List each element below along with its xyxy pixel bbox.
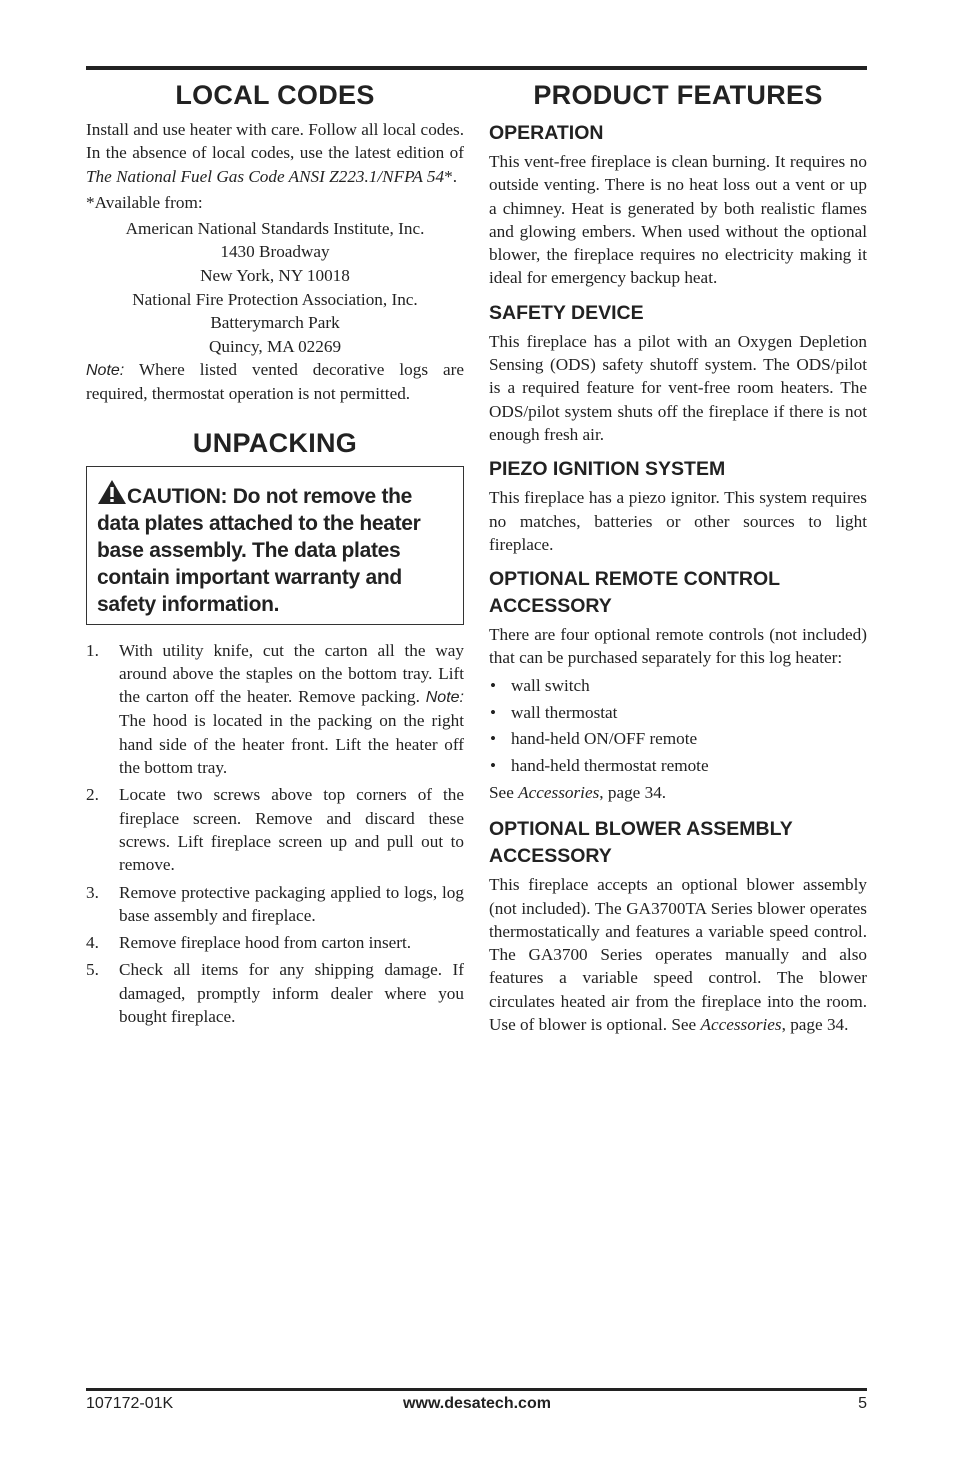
warning-triangle-icon <box>97 479 127 505</box>
available-from: *Available from: <box>86 192 203 212</box>
caution-message: CAUTION: Do not remove the data plates attached to the heater base assembly. The data plates contain important warranty and safety information. <box>97 484 421 616</box>
address-line: 1430 Broadway <box>220 242 330 262</box>
step-text: Check all items for any shipping damage. If damaged, promptly inform dealer where you bought fireplace. <box>119 960 464 1027</box>
list-item <box>86 958 464 1028</box>
product-features-title: PRODUCT FEATURES <box>533 80 823 110</box>
bottom-rule <box>86 1388 867 1391</box>
step-number: 5. <box>86 960 99 980</box>
local-codes-paragraph <box>86 118 464 188</box>
page-reference: , page 34. <box>599 782 667 802</box>
left-column <box>86 78 464 1032</box>
caution-box <box>86 466 464 625</box>
page-number: 5 <box>858 1395 867 1412</box>
list-item: • wall switch <box>490 675 590 695</box>
remote-options-list <box>489 674 867 778</box>
note-label: Note: <box>86 361 125 379</box>
piezo-text: This fireplace has a piezo ignitor. This system requires no matches, batteries or other sources to light fireplace. <box>489 488 867 554</box>
address-line: American National Standards Institute, Inc. <box>125 219 425 239</box>
blower-description: This fireplace accepts an optional blower assembly (not included). The GA3700TA Series blower operates thermostatically and features a variable speed control. The GA3700 Series operates manually and also features a variable speed control. The blower circulates heated air from the fireplace into the room. Use of blower is optional. See <box>489 875 867 1035</box>
piezo-heading: PIEZO IGNITION SYSTEM <box>489 458 726 481</box>
see-text: See <box>489 782 519 802</box>
remote-option: wall thermostat <box>511 702 618 722</box>
step-number: 3. <box>86 882 99 902</box>
local-codes-asterisk: *. <box>444 166 457 186</box>
note-text: Where listed vented decorative logs are required, thermostat operation is not permitted. <box>86 359 464 404</box>
accessories-reference: Accessories <box>518 782 600 802</box>
safety-device-text: This fireplace has a pilot with an Oxygen Depletion Sensing (ODS) safety shutoff system. The ODS/pilot is a required feature for vent-free room heaters. The ODS/pilot system shuts off the fireplace if there is not enough fresh air. <box>489 331 867 444</box>
step-text: Remove fireplace hood from carton insert. <box>119 933 412 953</box>
address-line: Batterymarch Park <box>210 313 340 333</box>
caution-text <box>97 479 455 618</box>
unpacking-steps <box>86 639 464 1029</box>
part-number: 107172-01K <box>86 1395 174 1412</box>
remote-control-heading: OPTIONAL REMOTE CONTROL ACCESSORY <box>489 568 780 618</box>
list-item: • hand-held ON/OFF remote <box>490 729 698 749</box>
note-label: Note: <box>425 689 464 707</box>
remote-option: wall switch <box>511 675 590 695</box>
ansi-address <box>86 217 464 287</box>
address-line: National Fire Protection Association, Inc. <box>132 290 418 310</box>
step-text: With utility knife, cut the carton all the way around above the staples on the bottom tray. Lift the carton off the heater. Remove packing. <box>119 640 464 707</box>
address-line: New York, NY 10018 <box>200 265 350 285</box>
list-item <box>86 881 464 928</box>
unpacking-title: UNPACKING <box>192 427 358 458</box>
step-text: Remove protective packaging applied to logs, log base assembly and fireplace. <box>119 882 464 925</box>
page-reference: , page 34. <box>781 1015 849 1035</box>
nfpa-address <box>86 288 464 358</box>
step-text: Locate two screws above top corners of the fireplace screen. Remove and discard these screws. Lift fireplace screen up and pull out to remove. <box>119 785 464 875</box>
blower-heading: OPTIONAL BLOWER ASSEMBLY ACCESSORY <box>489 818 793 868</box>
right-column <box>489 78 867 1039</box>
accessories-reference: Accessories <box>700 1015 782 1035</box>
list-item <box>86 639 464 780</box>
remote-option: hand-held thermostat remote <box>511 756 709 776</box>
list-item <box>86 783 464 876</box>
local-codes-text: Install and use heater with care. Follow all local codes. In the absence of local codes, use the latest edition of <box>86 120 464 163</box>
website-url: www.desatech.com <box>403 1395 551 1412</box>
step-number: 2. <box>86 785 99 805</box>
see-accessories <box>489 781 867 804</box>
list-item <box>86 931 464 954</box>
fuel-gas-code-title: The National Fuel Gas Code ANSI Z223.1/NFPA 54 <box>86 166 445 186</box>
operation-text: This vent-free fireplace is clean burning. It requires no outside venting. There is no heat loss out a vent or up a chimney. Heat is generated by both realistic flames and glowing embers. When used without the optional blower, the fireplace requires no electricity making it ideal for emergency backup heat. <box>489 152 867 288</box>
operation-heading: OPERATION <box>489 122 604 144</box>
step-number: 4. <box>86 933 99 953</box>
step-number: 1. <box>86 640 99 660</box>
local-codes-title: LOCAL CODES <box>175 80 375 110</box>
remote-control-text: There are four optional remote controls (not included) that can be purchased separately for this log heater: <box>489 625 867 668</box>
step-text: The hood is located in the packing on the right hand side of the heater front. Lift the heater off the bottom tray. <box>119 711 464 778</box>
blower-text <box>489 873 867 1036</box>
address-line: Quincy, MA 02269 <box>208 336 342 356</box>
safety-device-heading: SAFETY DEVICE <box>489 301 644 324</box>
top-rule <box>86 66 867 70</box>
remote-option: hand-held ON/OFF remote <box>511 729 698 749</box>
list-item: • hand-held thermostat remote <box>490 756 709 776</box>
thermostat-note <box>86 358 464 406</box>
list-item: • wall thermostat <box>490 702 618 722</box>
